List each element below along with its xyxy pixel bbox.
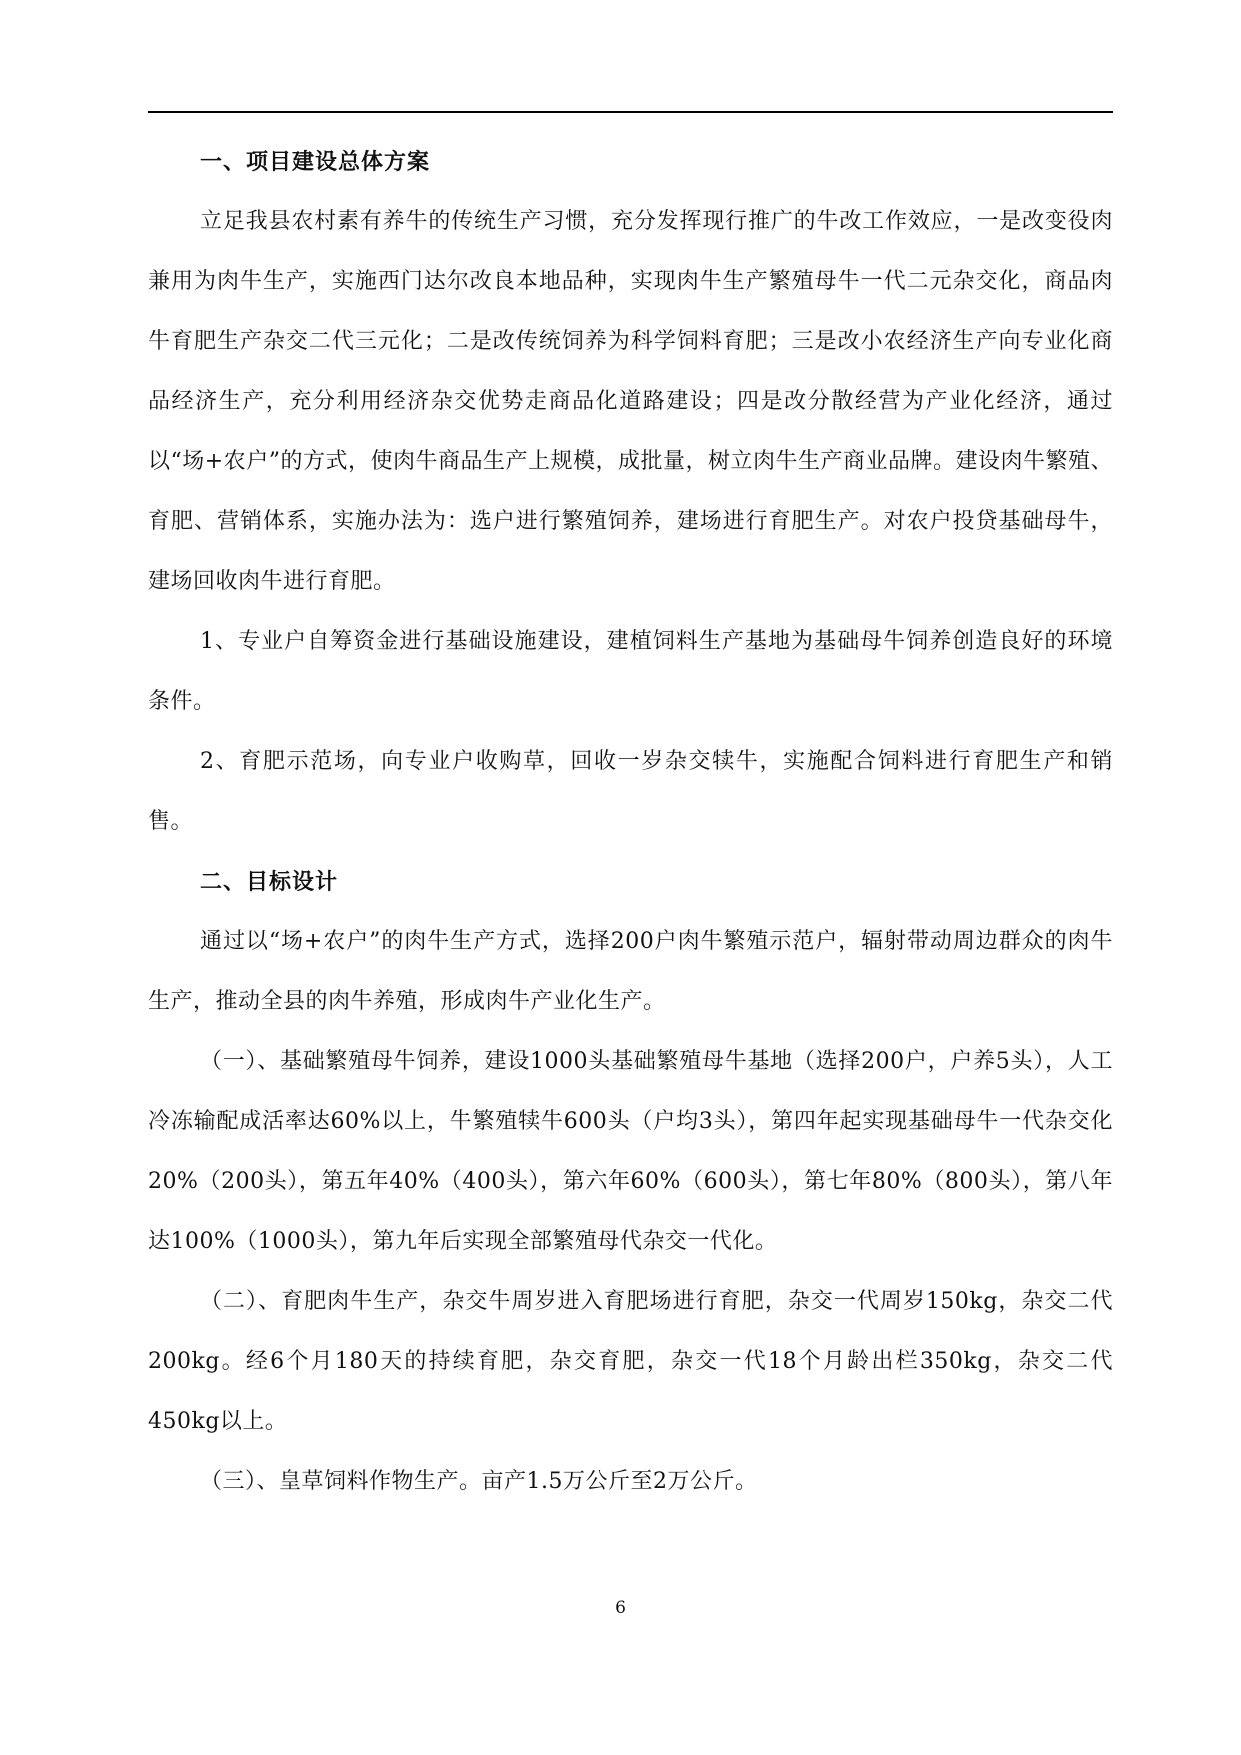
section-heading-overall-plan: 一、项目建设总体方案 [200,149,431,175]
paragraph-item-2: 2、育肥示范场，向专业户收购草，回收一岁杂交犊牛，实施配合饲料进行育肥生产和销售。 [148,749,1113,834]
paragraph-fattening: （二）、育肥肉牛生产，杂交牛周岁进入育肥场进行育肥，杂交一代周岁150kg，杂交二代200kg。经6个月180天的持续育肥，杂交育肥，杂交一代18个月龄出栏350kg，杂交二代450kg以上。 [148,1289,1113,1434]
header-rule [148,111,1113,113]
paragraph-overview: 立足我县农村素有养牛的传统生产习惯，充分发挥现行推广的牛改工作效应，一是改变役肉兼用为肉牛生产，实施西门达尔改良本地品种，实现肉牛生产繁殖母牛一代二元杂交化，商品肉牛育肥生产杂交二代三元化；二是改传统饲养为科学饲料育肥；三是改小农经济生产向专业化商品经济生产，充分利用经济杂交优势走商品化道路建设；四是改分散经营为产业化经济，通过以“场+农户”的方式，使肉牛商品生产上规模，成批量，树立肉牛生产商业品牌。建设肉牛繁殖、育肥、营销体系，实施办法为：选户进行繁殖饲养，建场进行育肥生产。对农户投贷基础母牛，建场回收肉牛进行育肥。 [148,209,1113,594]
paragraph-target-intro: 通过以“场+农户”的肉牛生产方式，选择200户肉牛繁殖示范户，辐射带动周边群众的肉牛生产，推动全县的肉牛养殖，形成肉牛产业化生产。 [148,929,1113,1014]
paragraph-forage: （三）、皇草饲料作物生产。亩产1.5万公斤至2万公斤。 [200,1469,758,1494]
document-body [148,132,1113,1512]
paragraph-breeding-cows: （一）、基础繁殖母牛饲养，建设1000头基础繁殖母牛基地（选择200户，户养5头），人工冷冻输配成活率达60%以上，牛繁殖犊牛600头（户均3头），第四年起实现基础母牛一代杂交化20%（200头），第五年40%（400头），第六年60%（600头），第七年80%（800头），第八年达100%（1000头），第九年后实现全部繁殖母代杂交一代化。 [148,1049,1113,1254]
section-heading-target-design: 二、目标设计 [200,869,339,895]
paragraph-item-1: 1、专业户自筹资金进行基础设施建设，建植饲料生产基地为基础母牛饲养创造良好的环境条件。 [148,629,1113,714]
page-number: 6 [615,1598,626,1618]
